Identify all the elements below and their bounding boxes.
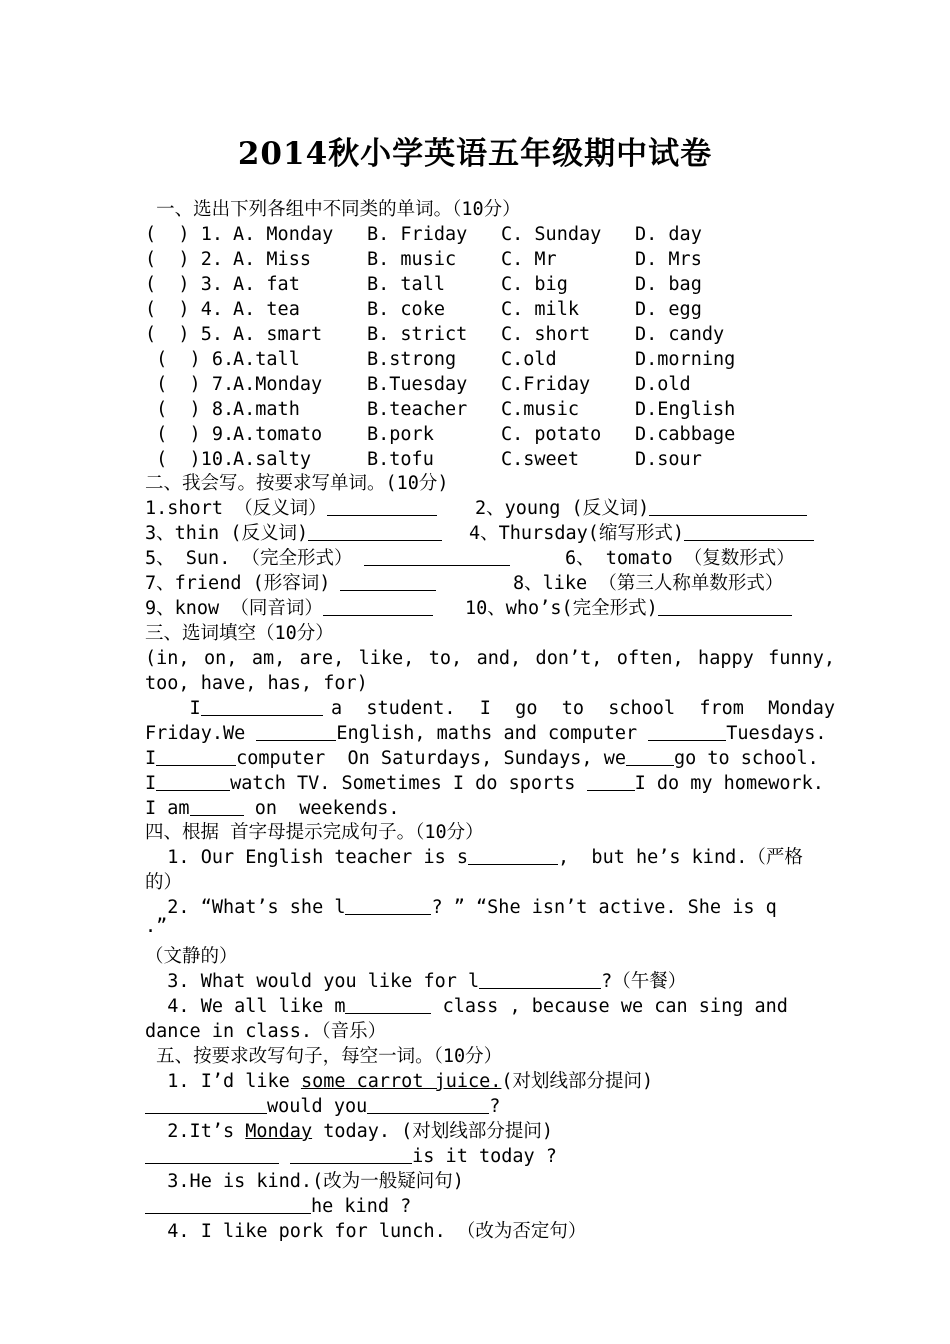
- s2-q5: 5、 Sun. （完全形式）: [145, 548, 353, 569]
- option-b: B.strong: [367, 349, 457, 370]
- option-b: B. tall: [367, 274, 445, 295]
- question-number[interactable]: ( )10.: [145, 449, 235, 470]
- option-a: A. Miss: [233, 249, 311, 270]
- option-d: D.old: [635, 374, 691, 395]
- option-b: B. strict: [367, 324, 468, 345]
- answer-blank[interactable]: [587, 772, 635, 791]
- answer-blank[interactable]: [364, 547, 510, 566]
- answer-blank[interactable]: [340, 572, 436, 591]
- answer-blank[interactable]: [468, 846, 558, 865]
- answer-blank[interactable]: [479, 970, 601, 989]
- option-a: A. smart: [233, 324, 323, 345]
- question-number[interactable]: ( ) 2.: [145, 249, 223, 270]
- option-b: B.tofu: [367, 449, 434, 470]
- answer-blank[interactable]: [256, 722, 336, 741]
- section3-heading: 三、选词填空（10分）: [145, 623, 334, 644]
- option-c: C.sweet: [501, 449, 579, 470]
- answer-blank[interactable]: [684, 522, 814, 541]
- question-number[interactable]: ( ) 4.: [145, 299, 223, 320]
- answer-blank[interactable]: [323, 597, 433, 616]
- option-b: B. Friday: [367, 224, 468, 245]
- s2-q6: 6、 tomato （复数形式）: [565, 548, 795, 569]
- underlined-phrase: Monday: [245, 1121, 313, 1142]
- s4-q1-hint: 的）: [145, 872, 183, 893]
- section3-word-bank-cont: too, have, has, for): [145, 673, 368, 694]
- section3-word-bank: (in, on, am, are, like, to, and, don’t, often, happy funny,: [145, 648, 835, 669]
- option-b: B. coke: [367, 299, 445, 320]
- option-a: A. tea: [233, 299, 300, 320]
- option-c: C.music: [501, 399, 579, 420]
- option-c: C. Mr: [501, 249, 557, 270]
- s4-q2-close: .”: [145, 916, 168, 937]
- answer-blank[interactable]: [626, 747, 674, 766]
- option-d: D. candy: [635, 324, 725, 345]
- answer-blank[interactable]: [648, 722, 726, 741]
- s2-q10: 10、who’s(完全形式): [465, 598, 658, 619]
- answer-blank[interactable]: [201, 697, 323, 716]
- answer-blank[interactable]: [190, 797, 244, 816]
- option-a: A.tomato: [233, 424, 323, 445]
- answer-blank[interactable]: [308, 522, 442, 541]
- underlined-phrase: some carrot juice.: [300, 1071, 502, 1092]
- answer-blank[interactable]: [145, 1095, 267, 1114]
- option-b: B.Tuesday: [367, 374, 468, 395]
- option-c: C.old: [501, 349, 557, 370]
- section4-heading: 四、根据 首字母提示完成句子。（10分）: [145, 822, 484, 843]
- answer-blank[interactable]: [145, 1145, 279, 1164]
- answer-blank[interactable]: [156, 772, 230, 791]
- option-c: C. big: [501, 274, 568, 295]
- answer-blank[interactable]: [345, 995, 431, 1014]
- option-d: D.English: [635, 399, 736, 420]
- option-a: A.tall: [233, 349, 300, 370]
- option-d: D.cabbage: [635, 424, 736, 445]
- s2-q3: 3、thin (反义词): [145, 523, 309, 544]
- question-number[interactable]: ( ) 7.: [145, 374, 235, 395]
- s4-q2-hint: （文静的）: [145, 946, 238, 967]
- section2-heading: 二、我会写。按要求写单词。(10分): [145, 473, 449, 494]
- s2-q2: 2、young (反义词): [475, 498, 650, 519]
- option-a: A.salty: [233, 449, 311, 470]
- option-a: A.math: [233, 399, 300, 420]
- option-d: D. Mrs: [635, 249, 702, 270]
- answer-blank[interactable]: [290, 1145, 412, 1164]
- exam-page: 2014秋小学英语五年级期中试卷 一、选出下列各组中不同类的单词。（10分） ( ) 1. A. Monday B. Friday C. Sunday D. day ( ) 2. A. Miss B. music C. Mr D. Mrs ( ) 3. A. fat B. tall C. big D. bag ( ) 4. A. tea B. coke C. milk D. egg ( ) 5. A. smart B. strict C. short D. candy ( ) 6. A.tall B.strong C.old D.morning ( ) 7. A.Monday B.Tuesday C.Friday D.old ( ) 8. A.math B.teacher C.music D.English ( ) 9. A.tomato B.pork C. potato D.cabbage ( )10. A.salty B.tofu C.sweet D.sour 二、我会写。按要求写单词。(10分) 1.short （反义词） 2、young (反义词) 3、thin (反义词) 4、Thursday(缩写形式) 5、 Sun. （完全形式） 6、 tomato （复数形式） 7、friend (形容词) 8、like （第三人称单数形式） 9、know （同音词） 10、who’s(完全形式) 三、选词填空（10分） (in, on, am, are, like, to, and, don’t, often, happy funny, too, have, has, for) I a student. I go to school from Monday Friday.We English, maths and computer Tuesdays. I computer On Saturdays, Sundays, we go to school. I watch TV. Sometimes I do sports I do my homework. I am on weekends. 四、根据 首字母提示完成句子。（10分） 1. Our English teacher is s , but he’s kind.（严格 的） 2. “What’s she l ? ” “She isn’t active. She is q .” （文静的） 3. What would you like for l ?（午餐） 4. We all like m class , because we can sing and dance in class.（音乐） 五、按要求改写句子，每空一词。（10分） 1. I’d like some carrot juice.(对划线部分提问) would you ? 2.It’s Monday today. (对划线部分提问) is it today ? 3.He is kind.(改为一般疑问句) he kind ? 4. I like pork for lunch. （改为否定句）: [0, 0, 950, 1344]
- option-c: C. potato: [501, 424, 602, 445]
- answer-blank[interactable]: [658, 597, 792, 616]
- question-number[interactable]: ( ) 6.: [145, 349, 235, 370]
- page-title: 2014秋小学英语五年级期中试卷: [237, 136, 713, 172]
- option-d: D. bag: [635, 274, 702, 295]
- s5-q4: 4. I like pork for lunch. （改为否定句）: [145, 1221, 587, 1242]
- s2-q4: 4、Thursday(缩写形式): [469, 523, 685, 544]
- question-number[interactable]: ( ) 1.: [145, 224, 223, 245]
- option-b: B. music: [367, 249, 457, 270]
- answer-blank[interactable]: [156, 747, 236, 766]
- question-number[interactable]: ( ) 5.: [145, 324, 223, 345]
- option-c: C. Sunday: [501, 224, 602, 245]
- option-d: D.sour: [635, 449, 702, 470]
- s2-q1: 1.short （反义词）: [145, 498, 327, 519]
- option-a: A.Monday: [233, 374, 323, 395]
- answer-blank[interactable]: [649, 497, 807, 516]
- option-c: C. short: [501, 324, 591, 345]
- option-d: D. egg: [635, 299, 702, 320]
- option-d: D. day: [635, 224, 702, 245]
- option-a: A. Monday: [233, 224, 334, 245]
- option-b: B.pork: [367, 424, 434, 445]
- question-number[interactable]: ( ) 9.: [145, 424, 235, 445]
- answer-blank[interactable]: [327, 497, 437, 516]
- section1-heading: 一、选出下列各组中不同类的单词。（10分）: [145, 199, 521, 220]
- s4-q4-cont: dance in class.（音乐）: [145, 1021, 387, 1042]
- answer-blank[interactable]: [367, 1095, 489, 1114]
- option-c: C. milk: [501, 299, 579, 320]
- s2-q7: 7、friend (形容词): [145, 573, 331, 594]
- option-d: D.morning: [635, 349, 736, 370]
- answer-blank[interactable]: [345, 896, 431, 915]
- option-a: A. fat: [233, 274, 300, 295]
- option-b: B.teacher: [367, 399, 468, 420]
- s2-q8: 8、like （第三人称单数形式）: [513, 573, 784, 594]
- question-number[interactable]: ( ) 3.: [145, 274, 223, 295]
- option-c: C.Friday: [501, 374, 591, 395]
- s2-q9: 9、know （同音词）: [145, 598, 323, 619]
- question-number[interactable]: ( ) 8.: [145, 399, 235, 420]
- s5-q3: 3.He is kind.(改为一般疑问句): [145, 1171, 464, 1192]
- section5-heading: 五、按要求改写句子，每空一词。（10分）: [145, 1046, 503, 1067]
- answer-blank[interactable]: [145, 1195, 311, 1214]
